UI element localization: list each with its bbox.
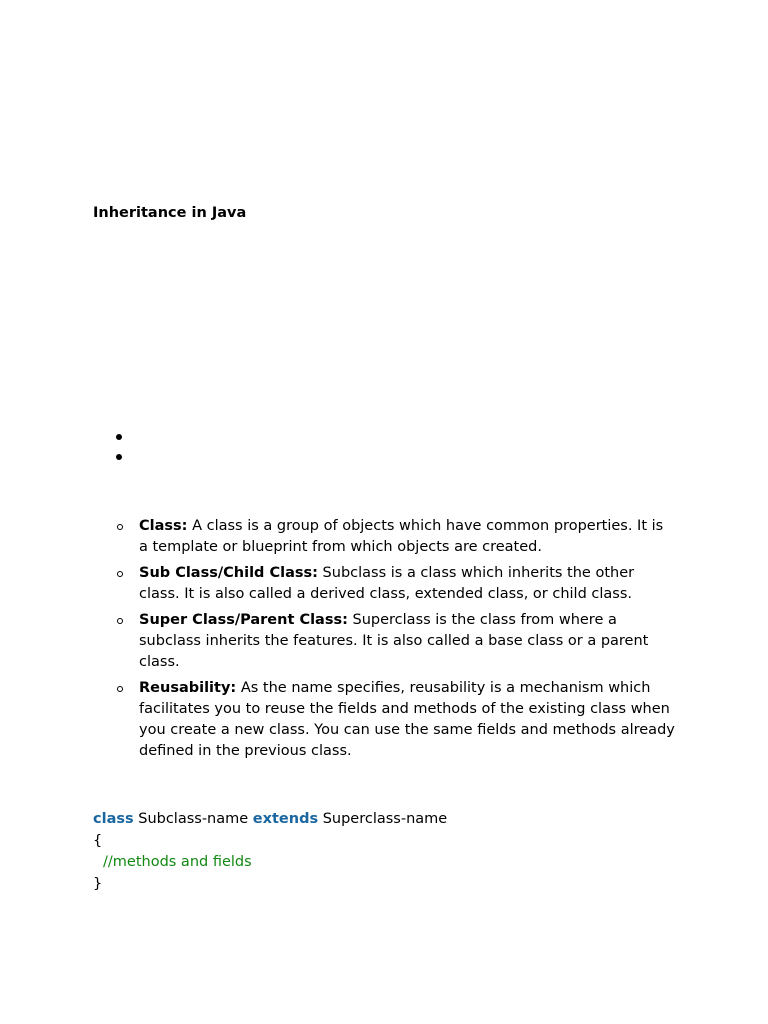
code-snippet	[93, 809, 447, 895]
code-close-brace: }	[93, 875, 103, 892]
definition-term: Reusability:	[139, 680, 237, 696]
definition-text: As the name specifies, reusability is a mechanism which facilitates you to reuse the fields and methods of the existing class when you create a new class. You can use the same fields and methods already defined in the previous class.	[139, 680, 675, 759]
bullet-icon	[116, 434, 122, 440]
definition-term: Sub Class/Child Class:	[139, 565, 318, 581]
definition-text: Subclass is a class which inherits the other class. It is also called a derived class, extended class, or child class.	[139, 565, 635, 602]
definition-term: Super Class/Parent Class:	[139, 612, 348, 628]
circle-bullet-icon	[117, 618, 123, 624]
code-line-declaration	[93, 809, 447, 831]
page-title: Inheritance in Java	[93, 205, 247, 221]
bullet-icon	[116, 454, 122, 460]
definition-text: Superclass is the class from where a subclass inherits the features. It is also called a base class or a parent class.	[139, 612, 649, 670]
definition-reusability	[116, 678, 676, 762]
definition-class	[116, 516, 676, 558]
circle-bullet-icon	[117, 571, 123, 577]
circle-bullet-icon	[117, 686, 123, 692]
keyword-extends: extends	[252, 811, 319, 827]
code-comment: //methods and fields	[103, 854, 252, 870]
definition-text: A class is a group of objects which have common properties. It is a template or blueprint from which objects are created.	[139, 518, 664, 555]
definition-superclass	[116, 610, 676, 673]
superclass-name: Superclass-name	[322, 811, 448, 827]
definitions-list	[116, 516, 676, 767]
code-open-brace: {	[93, 832, 103, 849]
subclass-name: Subclass-name	[138, 811, 249, 827]
keyword-class: class	[93, 811, 134, 827]
definition-term: Class:	[139, 518, 188, 534]
definition-subclass	[116, 563, 676, 605]
circle-bullet-icon	[117, 524, 123, 530]
